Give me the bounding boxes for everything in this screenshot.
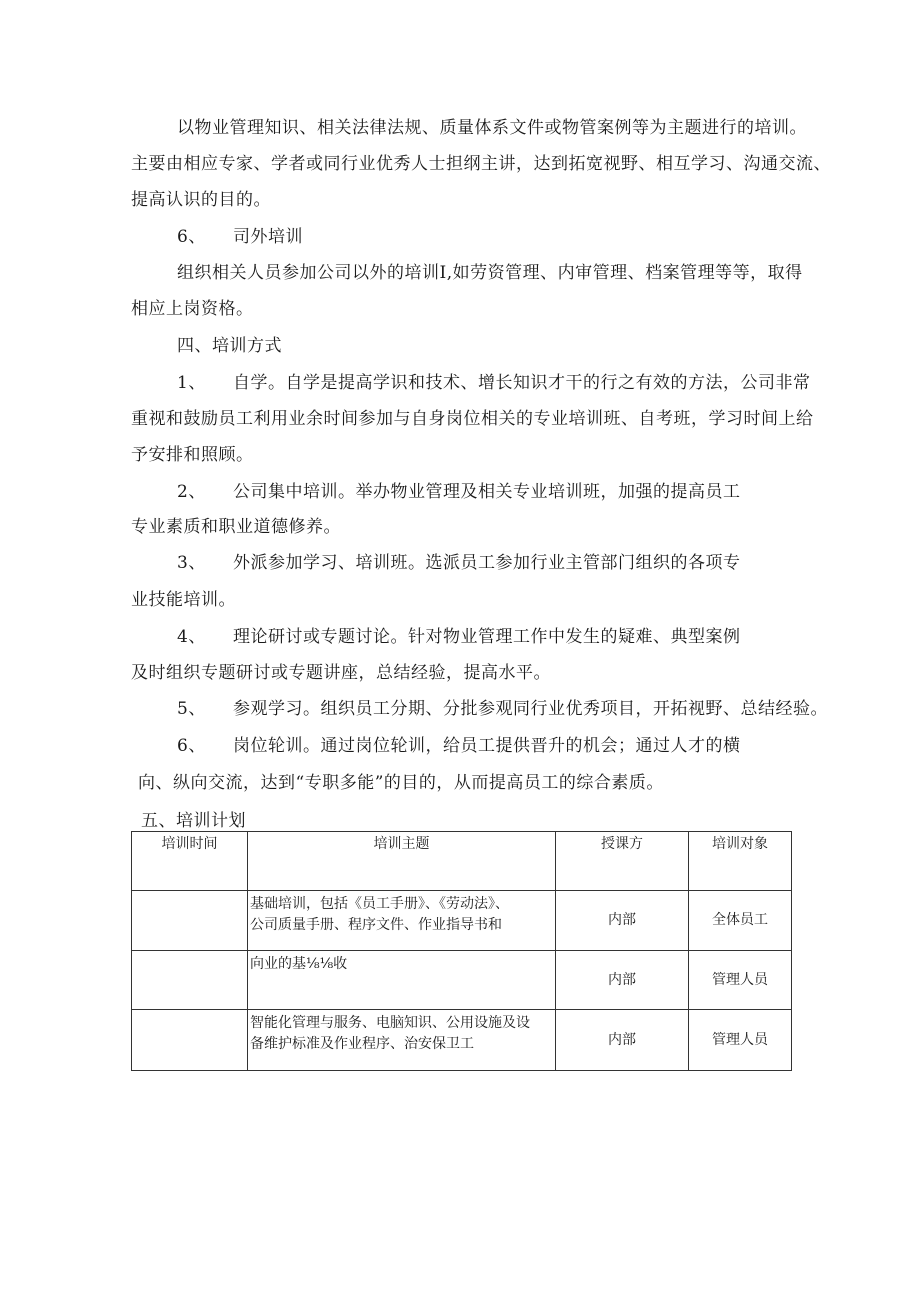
section-title: 五、培训计划	[141, 811, 246, 831]
cell-time	[132, 1010, 248, 1071]
cell-target: 管理人员	[689, 951, 792, 1010]
method-item-3	[177, 552, 741, 574]
cell-target: 全体员工	[689, 891, 792, 951]
column-header-target: 培训对象	[689, 832, 792, 891]
cell-topic	[248, 951, 556, 1010]
item-number: 6、	[177, 227, 206, 247]
item-outside-training	[177, 226, 303, 248]
cell-teacher: 内部	[556, 1010, 689, 1071]
item-number: 6、	[177, 736, 206, 756]
column-header-topic: 培训主题	[248, 832, 556, 891]
item-text: 参观学习。组织员工分期、分批参观同行业优秀项目，开拓视野、总结经验。	[233, 699, 828, 719]
item-text: 理论研讨或专题讨论。针对物业管理工作中发生的疑难、典型案例	[233, 627, 741, 647]
item-text: 外派参加学习、培训班。选派员工参加行业主管部门组织的各项专	[233, 553, 741, 573]
method-item-2	[177, 481, 741, 503]
topic-line: 向业的基⅛⅛收	[250, 956, 348, 972]
cell-time	[132, 891, 248, 951]
topic-line: 备维护标准及作业程序、治安保卫工	[250, 1036, 474, 1052]
cell-teacher: 内部	[556, 951, 689, 1010]
item-text: 公司集中培训。举办物业管理及相关专业培训班，加强的提高员工	[233, 482, 741, 502]
item-number: 4、	[177, 627, 206, 647]
paragraph-line: 相应上岗资格。	[131, 299, 254, 319]
paragraph-line: 及时组织专题研讨或专题讲座，总结经验，提高水平。	[131, 663, 551, 683]
column-header-teacher: 授课方	[556, 832, 689, 891]
item-number: 3、	[177, 553, 206, 573]
table-row	[132, 891, 792, 951]
item-number: 5、	[177, 699, 206, 719]
method-item-5	[177, 698, 828, 720]
paragraph-line: 向、纵向交流，达到“专职多能”的目的，从而提高员工的综合素质。	[138, 773, 664, 793]
paragraph-line: 主要由相应专家、学者或同行业优秀人士担纲主讲，达到拓宽视野、相互学习、沟通交流、	[131, 154, 831, 174]
paragraph-line: 重视和鼓励员工利用业余时间参加与自身岗位相关的专业培训班、自考班，学习时间上给	[131, 409, 814, 429]
table-row	[132, 1010, 792, 1071]
method-item-1	[177, 372, 811, 394]
item-number: 2、	[177, 482, 206, 502]
item-number: 1、	[177, 373, 206, 393]
training-plan-table	[131, 831, 792, 1071]
cell-target: 管理人员	[689, 1010, 792, 1071]
table-header-row	[132, 832, 792, 891]
method-item-6	[177, 735, 741, 757]
topic-line: 公司质量手册、程序文件、作业指导书和	[250, 917, 502, 933]
topic-line: 基础培训，包括《员工手册》、《劳动法》、	[250, 896, 509, 912]
paragraph-line: 业技能培训。	[131, 590, 236, 610]
item-text: 自学。自学是提高学识和技术、增长知识才干的行之有效的方法，公司非常	[233, 373, 811, 393]
paragraph-line: 提高认识的目的。	[131, 190, 271, 210]
item-title: 司外培训	[233, 227, 303, 247]
paragraph-line: 组织相关人员参加公司以外的培训I,如劳资管理、内审管理、档案管理等等，取得	[177, 263, 803, 283]
paragraph-line: 专业素质和职业道德修养。	[131, 517, 341, 537]
paragraph-line: 予安排和照顾。	[131, 445, 254, 465]
paragraph-line: 以物业管理知识、相关法律法规、质量体系文件或物管案例等为主题进行的培训。	[177, 118, 807, 138]
topic-line: 智能化管理与服务、电脑知识、公用设施及设	[250, 1015, 530, 1031]
cell-topic	[248, 891, 556, 951]
table-row	[132, 951, 792, 1010]
column-header-time: 培训时间	[132, 832, 248, 891]
item-text: 岗位轮训。通过岗位轮训，给员工提供晋升的机会；通过人才的横	[233, 736, 741, 756]
method-item-4	[177, 626, 741, 648]
cell-time	[132, 951, 248, 1010]
cell-topic	[248, 1010, 556, 1071]
section-title: 四、培训方式	[177, 336, 282, 356]
cell-teacher: 内部	[556, 891, 689, 951]
